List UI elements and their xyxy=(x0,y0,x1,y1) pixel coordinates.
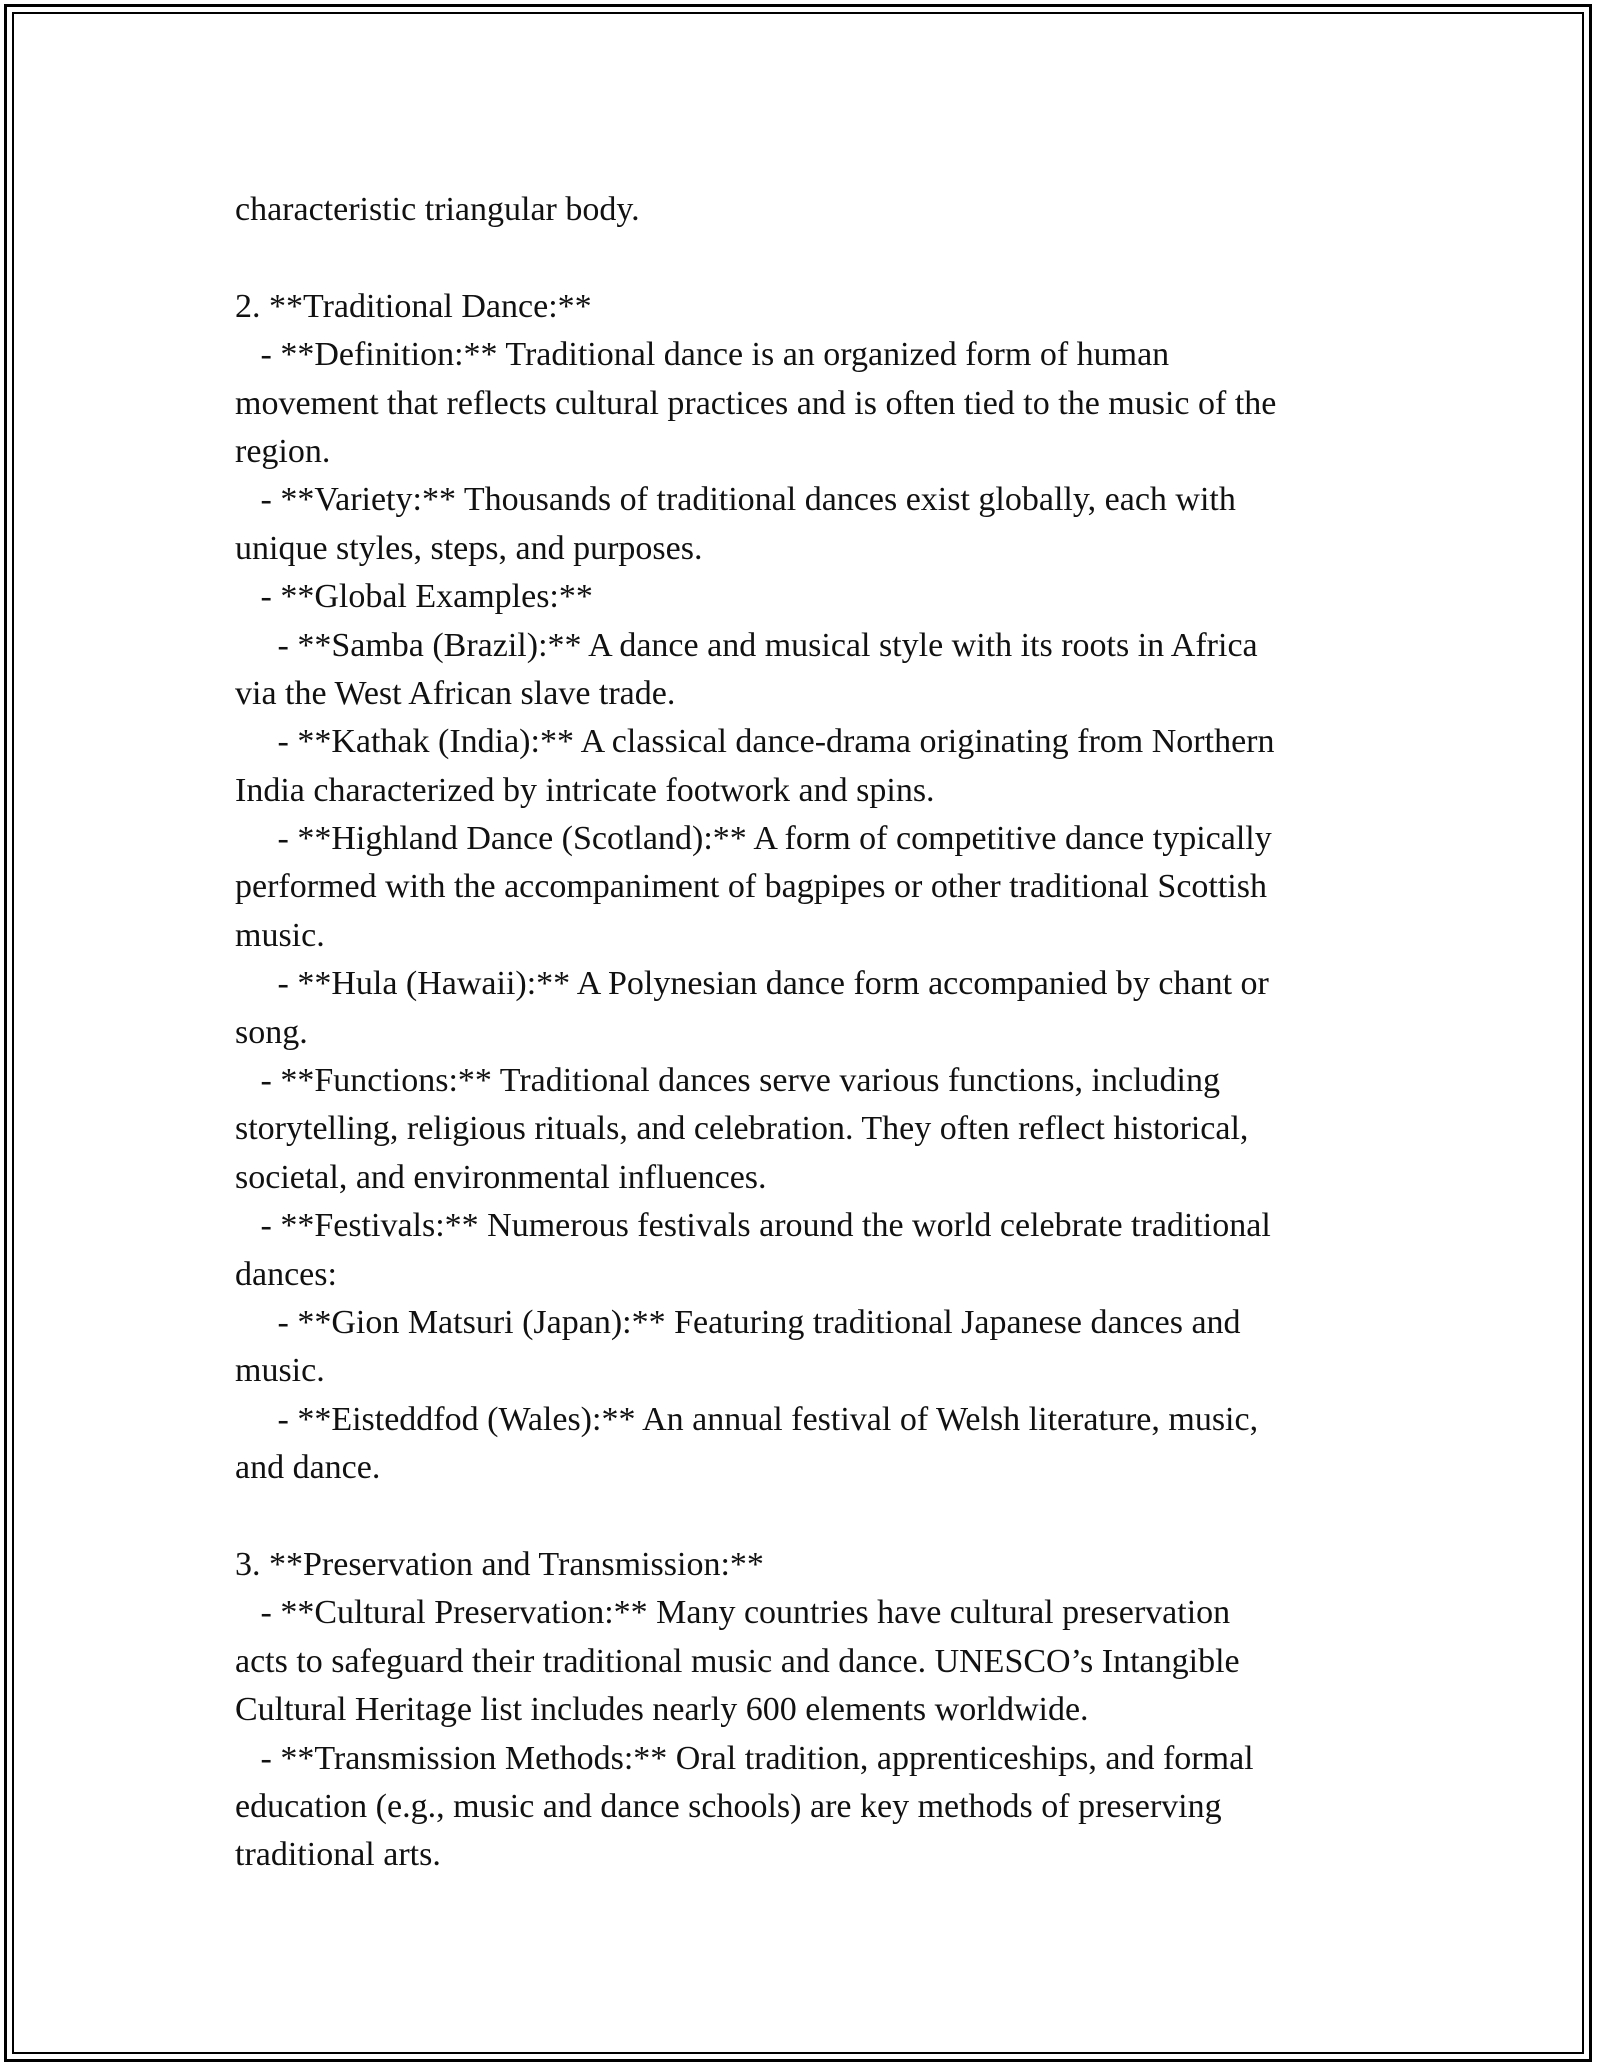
text-line: - **Functions:** Traditional dances serve various functions, including xyxy=(235,1062,1220,1100)
document-body xyxy=(235,186,1375,1880)
text-line: storytelling, religious rituals, and celebration. They often reflect historical, xyxy=(235,1110,1249,1148)
text-line: - **Variety:** Thousands of traditional dances exist globally, each with xyxy=(235,481,1236,519)
text-line: via the West African slave trade. xyxy=(235,674,676,712)
text-line: acts to safeguard their traditional music and dance. UNESCO’s Intangible xyxy=(235,1642,1240,1680)
text-line: performed with the accompaniment of bagpipes or other traditional Scottish xyxy=(235,868,1267,906)
text-line: - **Hula (Hawaii):** A Polynesian dance form accompanied by chant or xyxy=(235,965,1269,1003)
text-line: dances: xyxy=(235,1255,337,1293)
blank-line xyxy=(235,1493,1375,1541)
text-line: - **Definition:** Traditional dance is an organized form of human xyxy=(235,336,1170,374)
text-line: unique styles, steps, and purposes. xyxy=(235,529,703,567)
text-line: societal, and environmental influences. xyxy=(235,1158,767,1196)
text-line: - **Highland Dance (Scotland):** A form of competitive dance typically xyxy=(235,820,1272,858)
text-line: - **Festivals:** Numerous festivals around the world celebrate traditional xyxy=(235,1207,1271,1245)
text-line: music. xyxy=(235,916,325,954)
text-line: song. xyxy=(235,1013,308,1051)
text-line: traditional arts. xyxy=(235,1836,441,1874)
blank-line xyxy=(235,234,1375,282)
text-line: Cultural Heritage list includes nearly 600 elements worldwide. xyxy=(235,1691,1089,1729)
text-line: - **Global Examples:** xyxy=(235,578,593,616)
text-line: region. xyxy=(235,432,331,470)
text-line: education (e.g., music and dance schools) are key methods of preserving xyxy=(235,1787,1222,1825)
section-heading: 2. **Traditional Dance:** xyxy=(235,287,592,325)
text-line: movement that reflects cultural practices and is often tied to the music of the xyxy=(235,384,1277,422)
text-line: and dance. xyxy=(235,1449,381,1487)
text-line: India characterized by intricate footwork and spins. xyxy=(235,771,935,809)
section-heading: 3. **Preservation and Transmission:** xyxy=(235,1545,764,1583)
text-line: - **Cultural Preservation:** Many countries have cultural preservation xyxy=(235,1594,1231,1632)
text-line: music. xyxy=(235,1352,325,1390)
text-line: - **Samba (Brazil):** A dance and musical style with its roots in Africa xyxy=(235,626,1258,664)
text-line: - **Gion Matsuri (Japan):** Featuring traditional Japanese dances and xyxy=(235,1303,1241,1341)
text-line: - **Kathak (India):** A classical dance-drama originating from Northern xyxy=(235,723,1275,761)
text-line: - **Eisteddfod (Wales):** An annual festival of Welsh literature, music, xyxy=(235,1400,1259,1438)
text-line: characteristic triangular body. xyxy=(235,191,640,228)
text-line: - **Transmission Methods:** Oral tradition, apprenticeships, and formal xyxy=(235,1739,1254,1777)
